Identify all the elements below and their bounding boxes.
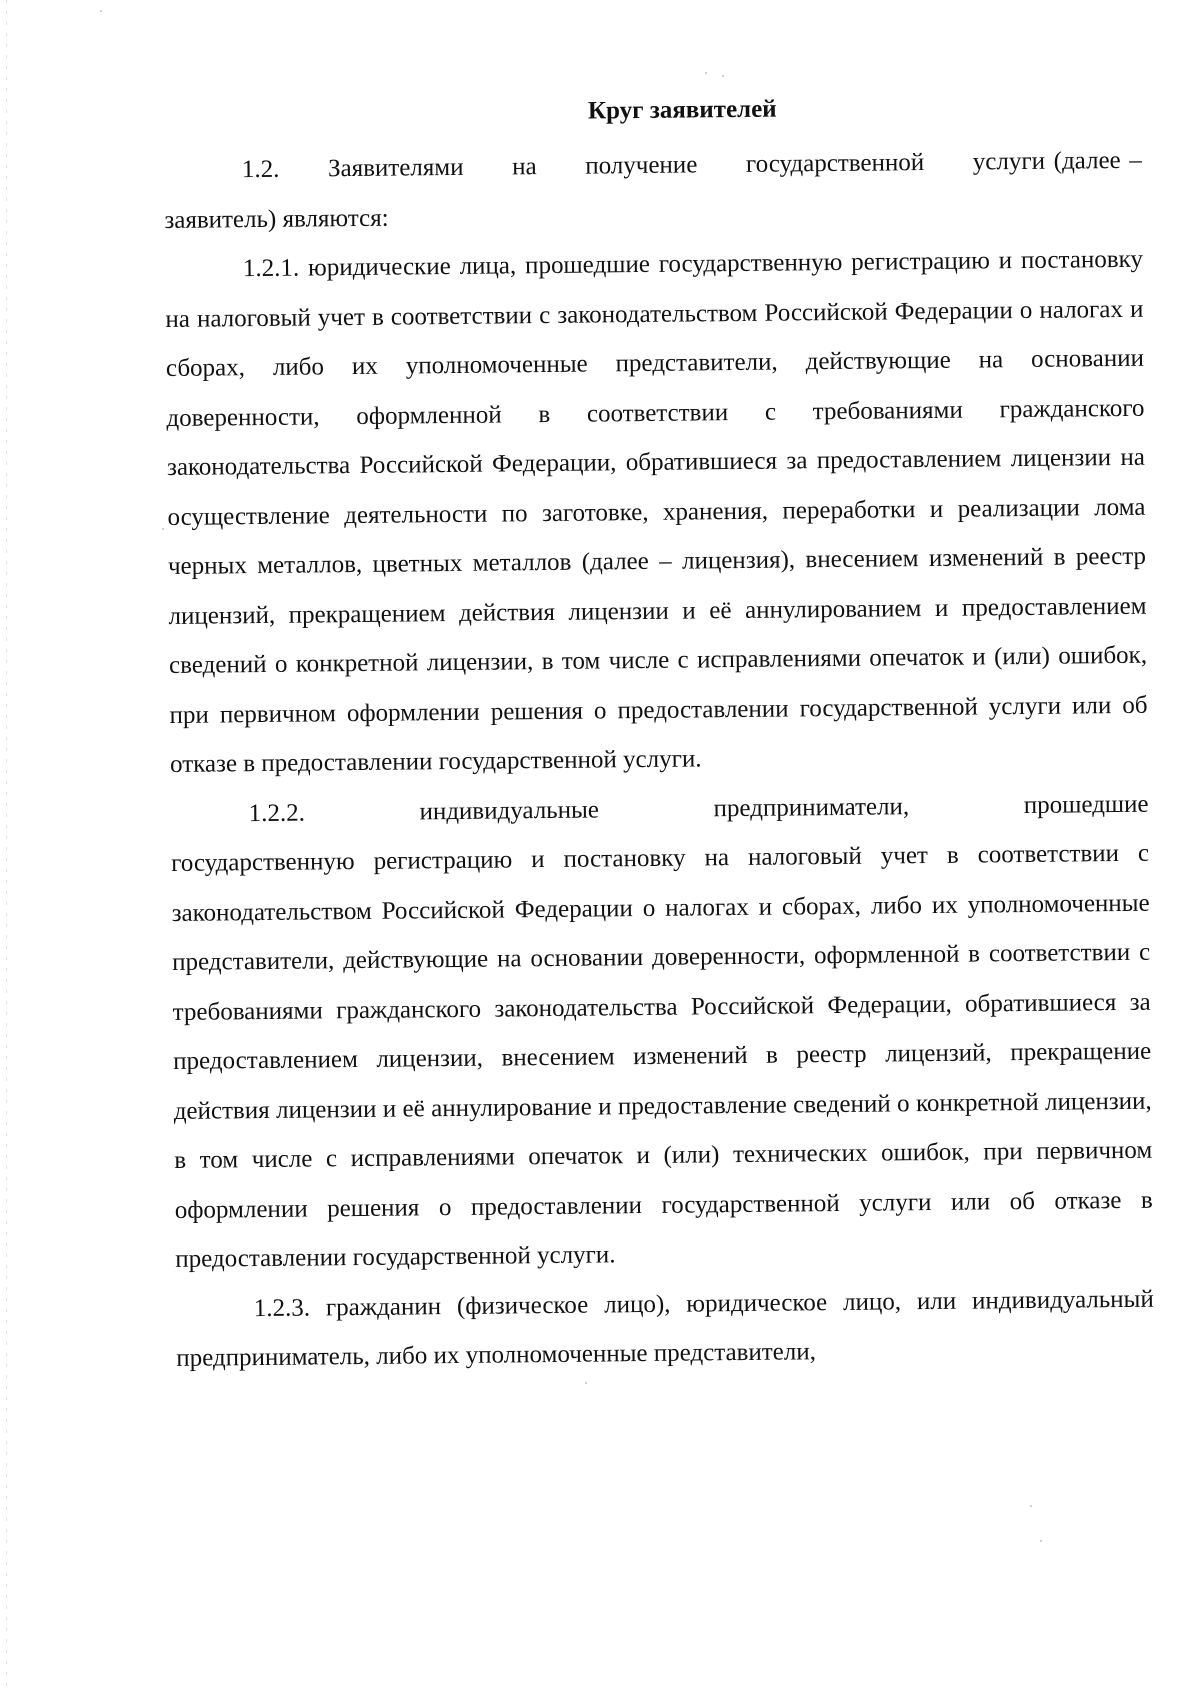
document-body <box>163 76 1155 1384</box>
scan-speck <box>1040 1540 1042 1542</box>
paragraph-1-2-1: 1.2.1. юридические лица, прошедшие государственную регистрацию и постановку на налоговый учет в соответствии с законодательством Российской Федерации о налогах и сборах, либо их уполномоченные представители, действующие на основании доверенности, оформленной в соответствии с требованиями гражданского законодательства Российской Федерации, обратившиеся за предоставлением лицензии на осуществление деятельности по заготовке, хранения, переработки и реализации лома черных металлов, цветных металлов (далее – лицензия), внесением изменений в реестр лицензий, прекращением действия лицензии и её аннулированием и предоставлением сведений о конкретной лицензии, в том числе с исправлениями опечаток и (или) ошибок, при первичном оформлении решения о предоставлении государственной услуги или об отказе в предоставлении государственной услуги. <box>165 245 1148 778</box>
paragraph-1-2-2 <box>170 779 1153 1284</box>
scan-speck <box>705 72 707 74</box>
paragraph-1-2-3: 1.2.3. гражданин (физическое лицо), юридическое лицо, или индивидуальный предприниматель, либо их уполномоченные представители, <box>176 1285 1154 1372</box>
paragraph-1-2 <box>164 136 1143 245</box>
scan-speck <box>585 1382 587 1384</box>
paragraph-1-2-rest: (далее – заявитель) являются: <box>164 146 1142 234</box>
paragraph-1-2-2-rest: государственную регистрацию и постановку на налоговый учет в соответствии с законодательством Российской Федерации о налогах и сборах, либо их уполномоченные представители, действующие на основании доверенности, оформленной в соответствии с требованиями гражданского законодательства Российской Федерации, обратившиеся за предоставлением лицензии, внесением изменений в реестр лицензий, прекращение действия лицензии и её аннулирование и предоставление сведений о конкретной лицензии, в том числе с исправлениями опечаток и (или) технических ошибок, при первичном оформлении решения о предоставлении государственной услуги или об отказе в предоставлении государственной услуги. <box>171 839 1153 1273</box>
scan-edge-artifact <box>6 0 7 1692</box>
section-title: Круг заявителей <box>587 95 777 125</box>
scan-speck <box>162 528 164 530</box>
paragraph-1-2-lead: 1.2. Заявителями на получение государственной услуги <box>241 147 1046 184</box>
scan-speck <box>722 75 724 77</box>
paragraph-1-2-2-lead: 1.2.2. индивидуальные предприниматели, прошедшие <box>248 790 1149 827</box>
scan-speck <box>100 10 102 12</box>
scan-speck <box>1030 1505 1032 1507</box>
